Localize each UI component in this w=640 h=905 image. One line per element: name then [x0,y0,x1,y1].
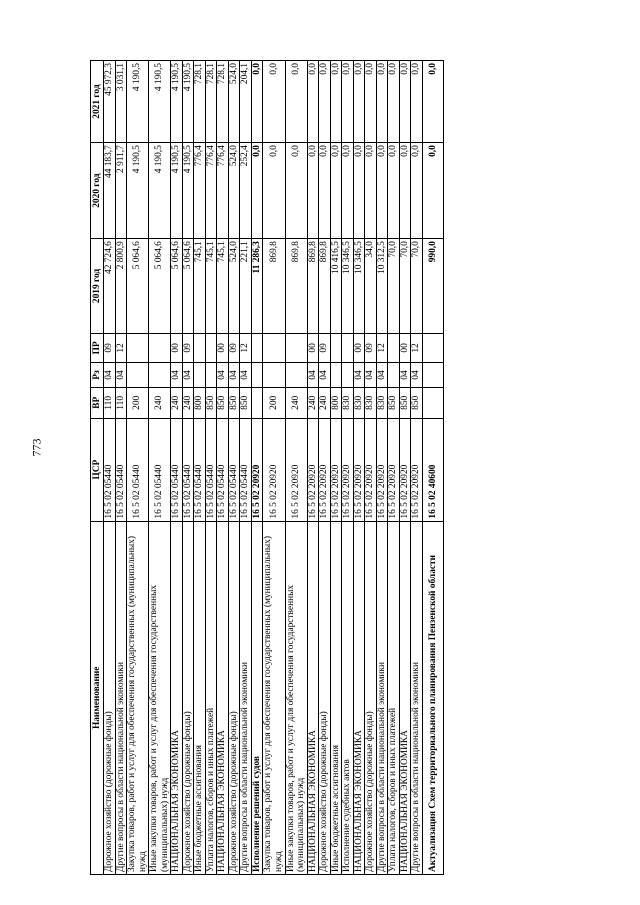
cell-vr: 110 [115,388,127,419]
cell-2021: 728,1 [194,61,206,143]
cell-2020: 776,4 [194,143,206,239]
cell-name: НАЦИОНАЛЬНАЯ ЭКОНОМИКА [307,521,319,874]
cell-name: Исполнение судебных актов [342,521,354,874]
cell-2020: 776,4 [217,143,229,239]
table-row [330,61,342,875]
cell-2021: 0,0 [285,61,307,143]
cell-vr: 240 [171,388,183,419]
cell-2021: 4 190,5 [127,61,149,143]
cell-vr: 240 [149,388,171,419]
cell-2020: 4 190,5 [182,143,194,239]
cell-csr: 16 5 02 20920 [285,418,307,521]
cell-csr: 16 5 02 20920 [399,418,411,521]
cell-2019: 2 800,9 [115,239,127,334]
cell-name: Другие вопросы в области национальной экономики [115,521,127,874]
cell-pr [251,333,263,362]
cell-rz: 04 [182,362,194,387]
cell-csr: 16 5 02 05440 [171,418,183,521]
cell-2020: 0,0 [330,143,342,239]
header-year-2020: 2020 год [91,143,104,239]
cell-rz: 04 [307,362,319,387]
cell-vr [251,388,263,419]
cell-name: Исполнение решений судов [251,521,263,874]
cell-2019: 11 286,3 [251,239,263,334]
cell-name: НАЦИОНАЛЬНАЯ ЭКОНОМИКА [399,521,411,874]
cell-2019: 10 346,5 [353,239,365,334]
cell-2021: 4 190,5 [182,61,194,143]
cell-2019: 70,0 [388,239,400,334]
cell-2021: 0,0 [251,61,263,143]
cell-2021: 0,0 [342,61,354,143]
cell-vr: 110 [104,388,116,419]
cell-rz [285,362,307,387]
cell-2020: 0,0 [376,143,388,239]
cell-vr: 800 [194,388,206,419]
cell-2020: 0,0 [399,143,411,239]
cell-vr: 850 [228,388,240,419]
cell-2019: 745,1 [194,239,206,334]
table-row [104,61,116,875]
cell-name: Иные закупки товаров, работ и услуг для обеспечения государственных (муниципальных) нужд [149,521,171,874]
cell-pr: 00 [217,333,229,362]
cell-2020: 0,0 [263,143,285,239]
cell-2019: 10 312,5 [376,239,388,334]
cell-pr: 09 [365,333,377,362]
cell-name: НАЦИОНАЛЬНАЯ ЭКОНОМИКА [217,521,229,874]
cell-2019: 524,0 [228,239,240,334]
cell-2020: 0,0 [365,143,377,239]
cell-2019: 745,1 [217,239,229,334]
cell-csr: 16 5 02 20920 [365,418,377,521]
header-pr: ПР [91,333,104,362]
cell-2019: 5 064,6 [149,239,171,334]
cell-name: Другие вопросы в области национальной экономики [376,521,388,874]
cell-pr: 12 [411,333,423,362]
cell-csr: 16 5 02 05440 [205,418,217,521]
cell-2019: 70,0 [399,239,411,334]
cell-vr: 830 [353,388,365,419]
cell-vr: 240 [307,388,319,419]
cell-pr: 09 [319,333,331,362]
cell-pr: 09 [182,333,194,362]
cell-2021: 4 190,5 [149,61,171,143]
cell-pr [127,333,149,362]
cell-vr: 850 [240,388,252,419]
cell-2021: 0,0 [263,61,285,143]
cell-rz [342,362,354,387]
cell-rz: 04 [104,362,116,387]
cell-2020: 4 190,5 [127,143,149,239]
cell-2021: 0,0 [365,61,377,143]
cell-2021: 0,0 [411,61,423,143]
cell-2020: 524,0 [228,143,240,239]
table-header-row [91,61,104,875]
cell-csr: 16 5 02 20920 [342,418,354,521]
table-row [217,61,229,875]
table-row [319,61,331,875]
cell-rz: 04 [115,362,127,387]
cell-2021: 45 972,3 [104,61,116,143]
table-body [104,61,444,875]
cell-name: Дорожное хозяйство (дорожные фонды) [365,521,377,874]
cell-2021: 728,1 [205,61,217,143]
cell-pr [263,333,285,362]
cell-csr: 16 5 02 05440 [182,418,194,521]
table-row [376,61,388,875]
cell-2021: 3 031,1 [115,61,127,143]
table-row [251,61,263,875]
cell-2021: 0,0 [319,61,331,143]
cell-name: Актуализация Схем территориального планирования Пензенской области [422,521,443,874]
cell-rz: 04 [353,362,365,387]
cell-pr: 00 [171,333,183,362]
table-row [399,61,411,875]
cell-vr: 850 [205,388,217,419]
cell-csr: 16 5 02 05440 [240,418,252,521]
cell-csr: 16 5 02 40600 [422,418,443,521]
cell-2020: 252,4 [240,143,252,239]
cell-2020: 4 190,5 [149,143,171,239]
cell-csr: 16 5 02 20920 [251,418,263,521]
cell-name: Закупка товаров, работ и услуг для обеспечения государственных (муниципальных) нужд [263,521,285,874]
cell-rz [149,362,171,387]
cell-2020: 0,0 [342,143,354,239]
cell-2021: 0,0 [388,61,400,143]
header-year-2021: 2021 год [91,61,104,143]
cell-2019: 10 346,5 [342,239,354,334]
cell-csr: 16 5 02 05440 [194,418,206,521]
cell-pr: 00 [307,333,319,362]
cell-rz [251,362,263,387]
table-row [365,61,377,875]
cell-rz [194,362,206,387]
cell-rz: 04 [228,362,240,387]
cell-vr: 830 [342,388,354,419]
cell-name: Иные бюджетные ассигнования [330,521,342,874]
cell-rz [330,362,342,387]
cell-2021: 0,0 [399,61,411,143]
budget-table [90,60,444,875]
table-row [182,61,194,875]
cell-2020: 0,0 [307,143,319,239]
cell-name: Дорожное хозяйство (дорожные фонды) [104,521,116,874]
cell-rz [388,362,400,387]
table-row [342,61,354,875]
rotated-page-content [90,60,560,875]
cell-vr: 200 [127,388,149,419]
cell-pr [330,333,342,362]
cell-pr: 12 [376,333,388,362]
cell-csr: 16 5 02 20920 [330,418,342,521]
table-row [353,61,365,875]
cell-2021: 728,1 [217,61,229,143]
table-row [115,61,127,875]
cell-2021: 524,0 [228,61,240,143]
table-row [411,61,423,875]
cell-2020: 0,0 [422,143,443,239]
cell-csr: 16 5 02 20920 [263,418,285,521]
cell-2020: 776,4 [205,143,217,239]
cell-csr: 16 5 02 05440 [149,418,171,521]
cell-name: Иные бюджетные ассигнования [194,521,206,874]
cell-2019: 5 064,6 [182,239,194,334]
cell-name: Уплата налогов, сборов и иных платежей [388,521,400,874]
cell-2019: 70,0 [411,239,423,334]
cell-name: НАЦИОНАЛЬНАЯ ЭКОНОМИКА [353,521,365,874]
cell-csr: 16 5 02 20920 [376,418,388,521]
table-row [205,61,217,875]
cell-pr [149,333,171,362]
cell-csr: 16 5 02 20920 [319,418,331,521]
cell-vr: 800 [330,388,342,419]
cell-2019: 990,0 [422,239,443,334]
cell-pr: 12 [240,333,252,362]
cell-vr: 850 [411,388,423,419]
cell-pr: 00 [399,333,411,362]
cell-pr [388,333,400,362]
cell-vr: 830 [376,388,388,419]
table-row [285,61,307,875]
cell-rz: 04 [365,362,377,387]
cell-csr: 16 5 02 05440 [104,418,116,521]
table-row [149,61,171,875]
cell-2020: 0,0 [319,143,331,239]
cell-vr: 830 [365,388,377,419]
cell-csr: 16 5 02 20920 [307,418,319,521]
cell-csr: 16 5 02 20920 [353,418,365,521]
cell-2019: 869,8 [307,239,319,334]
cell-pr [285,333,307,362]
cell-csr: 16 5 02 20920 [388,418,400,521]
cell-name: Дорожное хозяйство (дорожные фонды) [319,521,331,874]
cell-2021: 0,0 [422,61,443,143]
cell-vr: 200 [263,388,285,419]
cell-rz: 04 [240,362,252,387]
header-name: Наименование [91,521,104,874]
cell-vr: 850 [217,388,229,419]
cell-2020: 0,0 [388,143,400,239]
cell-csr: 16 5 02 05440 [228,418,240,521]
cell-pr [422,333,443,362]
cell-name: Другие вопросы в области национальной экономики [240,521,252,874]
cell-2019: 869,8 [285,239,307,334]
table-row [307,61,319,875]
cell-2019: 42 724,6 [104,239,116,334]
cell-2020: 0,0 [285,143,307,239]
cell-2020: 0,0 [353,143,365,239]
table-row [388,61,400,875]
cell-2020: 2 911,7 [115,143,127,239]
cell-2020: 0,0 [411,143,423,239]
cell-name: Дорожное хозяйство (дорожные фонды) [228,521,240,874]
table-row [171,61,183,875]
cell-2019: 10 416,5 [330,239,342,334]
cell-vr: 240 [285,388,307,419]
header-rz: Рз [91,362,104,387]
cell-2020: 44 183,7 [104,143,116,239]
cell-2021: 0,0 [330,61,342,143]
cell-2021: 0,0 [353,61,365,143]
table-row [228,61,240,875]
table-row [194,61,206,875]
cell-rz [263,362,285,387]
cell-pr [194,333,206,362]
cell-rz: 04 [411,362,423,387]
cell-pr: 09 [228,333,240,362]
cell-2019: 34,0 [365,239,377,334]
cell-rz [127,362,149,387]
cell-2019: 221,1 [240,239,252,334]
cell-2021: 0,0 [376,61,388,143]
cell-name: Закупка товаров, работ и услуг для обеспечения государственных (муниципальных) нужд [127,521,149,874]
cell-vr: 850 [388,388,400,419]
page-number: 773 [29,438,44,457]
cell-rz: 04 [171,362,183,387]
cell-2019: 5 064,6 [171,239,183,334]
cell-2020: 0,0 [251,143,263,239]
table-row [263,61,285,875]
header-csr: ЦСР [91,418,104,521]
cell-2019: 869,8 [263,239,285,334]
cell-pr: 09 [104,333,116,362]
cell-name: Уплата налогов, сборов и иных платежей [205,521,217,874]
cell-vr: 240 [319,388,331,419]
cell-2019: 745,1 [205,239,217,334]
cell-vr [422,388,443,419]
table-row [422,61,443,875]
header-vr: ВР [91,388,104,419]
cell-csr: 16 5 02 05440 [127,418,149,521]
cell-pr [342,333,354,362]
cell-2019: 869,8 [319,239,331,334]
cell-pr: 00 [353,333,365,362]
cell-2021: 204,1 [240,61,252,143]
cell-csr: 16 5 02 05440 [115,418,127,521]
cell-csr: 16 5 02 20920 [411,418,423,521]
cell-name: Иные закупки товаров, работ и услуг для обеспечения государственных (муниципальных) нужд [285,521,307,874]
cell-rz: 04 [319,362,331,387]
cell-name: Другие вопросы в области национальной экономики [411,521,423,874]
cell-vr: 850 [399,388,411,419]
cell-rz: 04 [217,362,229,387]
cell-2021: 4 190,5 [171,61,183,143]
cell-2021: 0,0 [307,61,319,143]
table-row [127,61,149,875]
cell-2020: 4 190,5 [171,143,183,239]
table-row [240,61,252,875]
cell-rz: 04 [376,362,388,387]
cell-name: Дорожное хозяйство (дорожные фонды) [182,521,194,874]
cell-name: НАЦИОНАЛЬНАЯ ЭКОНОМИКА [171,521,183,874]
cell-rz [422,362,443,387]
cell-rz [205,362,217,387]
cell-pr: 12 [115,333,127,362]
cell-pr [205,333,217,362]
cell-csr: 16 5 02 05440 [217,418,229,521]
cell-2019: 5 064,6 [127,239,149,334]
header-year-2019: 2019 год [91,239,104,334]
cell-rz: 04 [399,362,411,387]
cell-vr: 240 [182,388,194,419]
